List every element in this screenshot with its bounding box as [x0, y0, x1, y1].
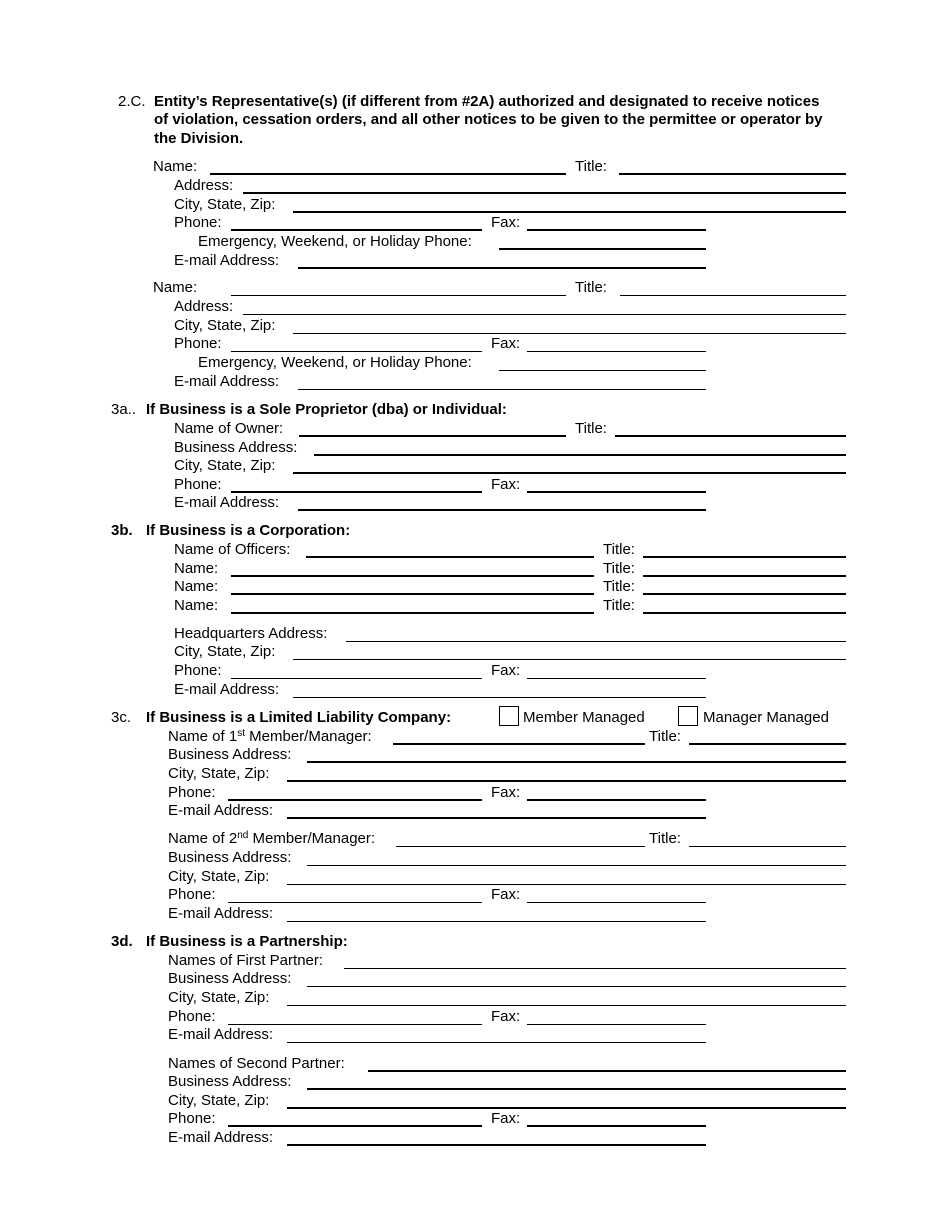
3b-name-4-label: Name:	[174, 597, 219, 614]
3c-member2-title-field[interactable]	[689, 846, 846, 847]
3b-phone-field[interactable]	[231, 678, 482, 679]
section-3c-heading: If Business is a Limited Liability Company:	[146, 709, 452, 726]
rep1-fax-field[interactable]	[527, 229, 706, 231]
3c-member2-email-label: E-mail Address:	[168, 905, 274, 922]
3d-partner2-email-label: E-mail Address:	[168, 1129, 274, 1146]
section-2c-heading-line-2: of violation, cessation orders, and all other notices to be given to the permittee or operator by	[154, 111, 823, 128]
section-3d-number: 3d.	[111, 933, 133, 950]
rep1-name-field[interactable]	[210, 173, 566, 175]
rep1-email-label: E-mail Address:	[174, 252, 280, 269]
3b-title-2-label: Title:	[603, 560, 635, 577]
rep2-title-field[interactable]	[620, 295, 846, 296]
3c-member1-title-label: Title:	[649, 728, 681, 745]
3b-title-2-field[interactable]	[643, 575, 846, 577]
rep1-address-label: Address:	[174, 177, 234, 194]
3b-officers-label: Name of Officers:	[174, 541, 291, 558]
3d-partner2-fax-label: Fax:	[491, 1110, 521, 1127]
rep2-emergency-phone-field[interactable]	[499, 370, 706, 371]
3c-member2-email-field[interactable]	[287, 921, 706, 922]
3d-partner1-email-field[interactable]	[287, 1042, 706, 1043]
rep2-fax-field[interactable]	[527, 351, 706, 352]
rep2-email-field[interactable]	[298, 389, 706, 390]
section-3a-number: 3a..	[111, 401, 137, 418]
member-managed-checkbox[interactable]	[499, 706, 519, 726]
rep1-email-field[interactable]	[298, 267, 706, 269]
3b-phone-label: Phone:	[174, 662, 222, 679]
3a-email-field[interactable]	[298, 509, 706, 511]
3d-partner2-business-address-field[interactable]	[307, 1088, 846, 1090]
rep2-address-field[interactable]	[243, 314, 846, 315]
3c-member2-label: Name of 2nd Member/Manager:	[168, 830, 376, 847]
section-3d-heading: If Business is a Partnership:	[146, 933, 348, 950]
3c-member1-business-address-label: Business Address:	[168, 746, 292, 763]
3a-city-label: City, State, Zip:	[174, 457, 276, 474]
3c-member1-email-field[interactable]	[287, 817, 706, 819]
3c-member1-title-field[interactable]	[689, 743, 846, 745]
member-managed-label: Member Managed	[523, 709, 645, 726]
3d-partner1-fax-label: Fax:	[491, 1008, 521, 1025]
rep2-email-label: E-mail Address:	[174, 373, 280, 390]
3d-partner1-business-address-label: Business Address:	[168, 970, 292, 987]
3c-member1-city-label: City, State, Zip:	[168, 765, 270, 782]
3d-partner1-city-field[interactable]	[287, 1005, 846, 1006]
3a-title-label: Title:	[575, 420, 607, 437]
3a-phone-label: Phone:	[174, 476, 222, 493]
manager-managed-label: Manager Managed	[703, 709, 829, 726]
section-3b-number: 3b.	[111, 522, 133, 539]
3d-partner1-email-label: E-mail Address:	[168, 1026, 274, 1043]
section-2c-heading-line-1: Entity’s Representative(s) (if different from #2A) authorized and designated to receive notices	[154, 93, 820, 110]
rep1-name-label: Name:	[153, 158, 198, 175]
3b-officers-title-label: Title:	[603, 541, 635, 558]
3b-name-2-label: Name:	[174, 560, 219, 577]
rep2-emergency-phone-label: Emergency, Weekend, or Holiday Phone:	[198, 354, 472, 371]
rep2-phone-label: Phone:	[174, 335, 222, 352]
3b-title-4-label: Title:	[603, 597, 635, 614]
3a-phone-field[interactable]	[231, 491, 482, 493]
3d-partner1-phone-field[interactable]	[228, 1024, 482, 1025]
rep2-city-field[interactable]	[293, 333, 846, 334]
3b-title-3-field[interactable]	[643, 593, 846, 595]
3c-member1-email-label: E-mail Address:	[168, 802, 274, 819]
rep2-name-label: Name:	[153, 279, 198, 296]
section-2c-number: 2.C.	[118, 93, 146, 110]
rep1-title-field[interactable]	[619, 173, 846, 175]
3a-owner-label: Name of Owner:	[174, 420, 284, 437]
section-2c-heading-line-3: the Division.	[154, 130, 244, 147]
3c-member2-business-address-field[interactable]	[307, 865, 846, 866]
rep2-title-label: Title:	[575, 279, 607, 296]
3c-member2-phone-label: Phone:	[168, 886, 216, 903]
3d-partner2-fax-field[interactable]	[527, 1125, 706, 1127]
rep2-phone-field[interactable]	[231, 351, 482, 352]
section-3a-heading: If Business is a Sole Proprietor (dba) or Individual:	[146, 401, 507, 418]
3a-business-address-field[interactable]	[314, 454, 846, 456]
section-3b-heading: If Business is a Corporation:	[146, 522, 351, 539]
3a-fax-label: Fax:	[491, 476, 521, 493]
rep2-city-label: City, State, Zip:	[174, 317, 276, 334]
3d-partner2-phone-label: Phone:	[168, 1110, 216, 1127]
rep1-title-label: Title:	[575, 158, 607, 175]
3d-partner2-business-address-label: Business Address:	[168, 1073, 292, 1090]
3c-member1-field[interactable]	[393, 743, 645, 745]
3b-name-3-label: Name:	[174, 578, 219, 595]
3b-name-3-field[interactable]	[231, 593, 594, 595]
3a-title-field[interactable]	[615, 435, 846, 437]
3d-partner1-city-label: City, State, Zip:	[168, 989, 270, 1006]
3d-partner1-label: Names of First Partner:	[168, 952, 324, 969]
3c-member1-phone-field[interactable]	[228, 799, 482, 801]
rep2-fax-label: Fax:	[491, 335, 521, 352]
rep1-city-field[interactable]	[293, 211, 846, 213]
rep2-name-field[interactable]	[231, 295, 566, 296]
3b-title-3-label: Title:	[603, 578, 635, 595]
3d-partner1-phone-label: Phone:	[168, 1008, 216, 1025]
3c-member2-fax-label: Fax:	[491, 886, 521, 903]
3c-member1-fax-label: Fax:	[491, 784, 521, 801]
3b-fax-label: Fax:	[491, 662, 521, 679]
3c-member2-fax-field[interactable]	[527, 902, 706, 903]
3d-partner1-field[interactable]	[344, 968, 846, 969]
3b-officers-title-field[interactable]	[643, 556, 846, 558]
3c-member2-business-address-label: Business Address:	[168, 849, 292, 866]
3a-email-label: E-mail Address:	[174, 494, 280, 511]
rep1-emergency-phone-label: Emergency, Weekend, or Holiday Phone:	[198, 233, 472, 250]
rep1-emergency-phone-field[interactable]	[499, 248, 706, 250]
3c-member1-fax-field[interactable]	[527, 799, 706, 801]
3b-name-2-field[interactable]	[231, 575, 594, 577]
3d-partner2-email-field[interactable]	[287, 1144, 706, 1146]
section-3c-number: 3c.	[111, 709, 132, 726]
3d-partner2-label: Names of Second Partner:	[168, 1055, 345, 1072]
3a-city-field[interactable]	[293, 472, 846, 474]
3b-email-label: E-mail Address:	[174, 681, 280, 698]
3b-fax-field[interactable]	[527, 678, 706, 679]
3b-city-field[interactable]	[293, 659, 846, 660]
3c-member2-phone-field[interactable]	[228, 902, 482, 903]
3b-hq-address-label: Headquarters Address:	[174, 625, 328, 642]
3d-partner2-city-field[interactable]	[287, 1107, 846, 1109]
3a-fax-field[interactable]	[527, 491, 706, 493]
manager-managed-checkbox[interactable]	[678, 706, 698, 726]
3b-city-label: City, State, Zip:	[174, 643, 276, 660]
3a-owner-field[interactable]	[299, 435, 566, 437]
3b-hq-address-field[interactable]	[346, 641, 846, 642]
3c-member1-city-field[interactable]	[287, 780, 846, 782]
3c-member2-city-label: City, State, Zip:	[168, 868, 270, 885]
3c-member1-label: Name of 1st Member/Manager:	[168, 728, 372, 745]
3d-partner2-field[interactable]	[368, 1070, 846, 1072]
3d-partner2-city-label: City, State, Zip:	[168, 1092, 270, 1109]
3b-name-4-field[interactable]	[231, 612, 594, 614]
3b-officers-field[interactable]	[306, 556, 594, 558]
3a-business-address-label: Business Address:	[174, 439, 298, 456]
3b-email-field[interactable]	[293, 697, 706, 698]
3d-partner1-business-address-field[interactable]	[307, 986, 846, 987]
3c-member1-phone-label: Phone:	[168, 784, 216, 801]
3c-member2-field[interactable]	[396, 846, 645, 847]
3c-member1-business-address-field[interactable]	[307, 761, 846, 763]
rep1-address-field[interactable]	[243, 192, 846, 194]
3c-member2-title-label: Title:	[649, 830, 681, 847]
rep1-city-label: City, State, Zip:	[174, 196, 276, 213]
rep1-phone-field[interactable]	[231, 229, 482, 231]
3d-partner1-fax-field[interactable]	[527, 1024, 706, 1025]
3c-member2-city-field[interactable]	[287, 884, 846, 885]
3d-partner2-phone-field[interactable]	[228, 1125, 482, 1127]
rep1-fax-label: Fax:	[491, 214, 521, 231]
rep2-address-label: Address:	[174, 298, 234, 315]
rep1-phone-label: Phone:	[174, 214, 222, 231]
3b-title-4-field[interactable]	[643, 612, 846, 614]
